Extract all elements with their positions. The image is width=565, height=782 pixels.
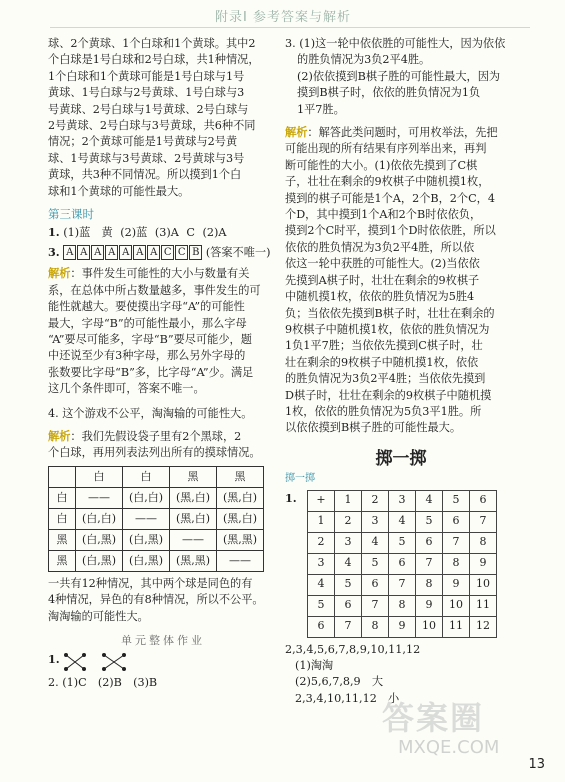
text-line: 球和1个黄球的可能性最大。 — [48, 184, 190, 198]
text-line: 1平7胜。 — [297, 102, 345, 116]
table-cell: 3 — [335, 532, 362, 553]
watermark-logo: 答案圈 — [382, 699, 485, 737]
text-line: ：事件发生可能性的大小与数量有关 — [70, 267, 250, 281]
answer-q3 — [48, 244, 278, 261]
table-cell: 8 — [443, 553, 470, 574]
answer-q1 — [48, 224, 278, 241]
table-cell: 2 — [335, 511, 362, 532]
table-cell: 白 — [49, 487, 76, 508]
answer-u2: 2. (1)C (2)B (3)B — [48, 676, 158, 690]
table-cell: 9 — [470, 553, 497, 574]
q-number: 1. — [48, 652, 60, 667]
table-cell: + — [308, 490, 335, 511]
table-cell: 7 — [470, 511, 497, 532]
letter-box: B — [189, 245, 202, 260]
analysis-1 — [48, 265, 278, 397]
table-cell: 9 — [416, 595, 443, 616]
sums-line: 2,3,4,5,6,7,8,9,10,11,12 — [285, 642, 421, 656]
text-line: 球、1号黄球与3号黄球、2号黄球与3号 — [48, 151, 245, 165]
table-cell: 7 — [335, 616, 362, 637]
text-line: 3. (1)这一轮中依依胜的可能性大，因为依依 — [285, 37, 506, 50]
text-line: 负；当依依先摸到B棋子时，壮壮在剩余的 — [285, 306, 495, 320]
table-cell: (白,黑) — [123, 529, 170, 550]
text-line: 号黄球、2号白球与1号黄球、2号白球与 — [48, 102, 249, 116]
table-cell: 6 — [416, 532, 443, 553]
table-cell: (黑,白) — [217, 487, 264, 508]
table-cell: 9 — [443, 574, 470, 595]
table-cell: 3 — [308, 553, 335, 574]
analysis-3 — [285, 124, 517, 437]
letter-boxes — [63, 245, 202, 260]
letter-box: C — [175, 245, 188, 260]
table-cell: 5 — [416, 511, 443, 532]
text-line: 的胜负情况为3负2平4胜；当依依先摸到 — [285, 372, 486, 386]
text-line: 张数要比字母“B”多，比字母“A”少。满足 — [48, 365, 254, 379]
text-line: 以依依摸到B棋子胜的可能性最大。 — [285, 421, 462, 435]
table-row — [308, 532, 497, 553]
q-number: 1. — [48, 225, 60, 240]
table-row — [308, 574, 497, 595]
section-heading: 第三课时 — [48, 207, 94, 222]
text-line: 9枚棋子中随机摸1枚，依依的胜负情况为 — [285, 322, 490, 336]
table-cell: 2 — [362, 490, 389, 511]
sub-heading: 掷一掷 — [285, 473, 315, 485]
text-line: 摸到的棋子可能是1个A，2个B，2个C，4 — [285, 191, 495, 205]
text-line: 淘淘输的可能性大。 — [48, 609, 149, 623]
letter-box: A — [119, 245, 132, 260]
table-row — [308, 595, 497, 616]
table-cell: 4 — [362, 532, 389, 553]
table-cell: 8 — [389, 595, 416, 616]
table-cell: 4 — [389, 511, 416, 532]
table-cell: 5 — [362, 553, 389, 574]
table-cell: 7 — [362, 595, 389, 616]
table-conclusion — [48, 576, 278, 625]
table-cell: 11 — [470, 595, 497, 616]
text-line: ：我们先假设袋子里有2个黑球，2 — [70, 429, 242, 443]
table-cell: 10 — [470, 574, 497, 595]
text-line: 可能出现的所有结果有序列举出来，再判 — [285, 142, 487, 156]
table-cell: 10 — [443, 595, 470, 616]
text-line: 情况；2个黄球可能是1号黄球与2号黄 — [48, 135, 238, 149]
table-row — [49, 487, 264, 508]
answer-part: (1)蓝 黄 — [63, 226, 113, 240]
answer-part: (2)5,6,7,8,9 大 — [295, 675, 384, 689]
table-cell: 6 — [362, 574, 389, 595]
answer-part: (3)A — [154, 226, 179, 240]
text-line: 个D，其中摸到1个A和2个B时依依负， — [285, 208, 482, 222]
left-column — [48, 36, 278, 692]
table-cell: 12 — [470, 616, 497, 637]
text-line — [285, 124, 517, 141]
table-cell: 8 — [362, 616, 389, 637]
table-cell: —— — [76, 487, 123, 508]
table-cell: (白,白) — [123, 487, 170, 508]
page-number: 13 — [528, 757, 545, 772]
letter-box: C — [161, 245, 174, 260]
text-line: 4种情况，异色的有8种情况，所以不公平。 — [48, 593, 264, 607]
watermark-url: MXQE.COM — [398, 737, 500, 758]
text-line: 黄球，共3种不同情况。所以摸到1个白 — [48, 168, 242, 182]
answer-part: (2)蓝 — [120, 226, 148, 240]
table-cell: 1 — [308, 511, 335, 532]
table-cell: 黑 — [170, 466, 217, 487]
q-number: 1. — [285, 490, 297, 505]
table-cell: 6 — [443, 511, 470, 532]
letter-box: A — [147, 245, 160, 260]
table-row — [49, 508, 264, 529]
table-cell: —— — [123, 508, 170, 529]
matching-lines-icon — [62, 651, 134, 673]
table-cell: (白,白) — [76, 508, 123, 529]
table-cell: —— — [217, 550, 264, 571]
table-row — [308, 511, 497, 532]
table-cell: (黑,白) — [217, 508, 264, 529]
table-cell: (白,黑) — [76, 529, 123, 550]
text-line: 中随机摸1枚，依依的胜负情况为5胜4 — [285, 290, 475, 304]
header-text: 附录Ⅰ 参考答案与解析 — [215, 10, 351, 25]
table-cell: 4 — [416, 490, 443, 511]
text-line: 1枚，依依的胜负情况为5负3平1胜。所 — [285, 404, 482, 418]
table-cell: 3 — [389, 490, 416, 511]
table-cell: 1 — [335, 490, 362, 511]
table-cell: (黑,黑) — [217, 529, 264, 550]
table-cell: 9 — [389, 616, 416, 637]
table-header-row — [308, 490, 497, 511]
text-line: 1个白球和1个黄球可能是1号白球与1号 — [48, 69, 245, 83]
table-cell: 5 — [443, 490, 470, 511]
text-line: 依这一轮中获胜的可能性大。(2)当依依 — [285, 257, 480, 271]
text-line: 依依的胜负情况为3负2平4胜，所以依 — [285, 240, 475, 254]
table-cell: 4 — [308, 574, 335, 595]
table-cell: 黑 — [217, 466, 264, 487]
table-cell: 8 — [470, 532, 497, 553]
table-header-row — [49, 466, 264, 487]
table-cell: 4 — [335, 553, 362, 574]
table-cell: 5 — [335, 574, 362, 595]
table-row — [308, 616, 497, 637]
table-cell: 白 — [49, 508, 76, 529]
table-cell: (黑,白) — [170, 487, 217, 508]
text-line: 子，壮壮在剩余的9枚棋子中随机摸1枚， — [285, 175, 490, 189]
text-line: ：解答此类问题时，可用枚举法，先把 — [307, 126, 498, 140]
table-cell: (黑,黑) — [170, 550, 217, 571]
analysis-2 — [48, 428, 278, 462]
text-line: “A”要尽可能多，字母“B”要尽可能少，题 — [48, 332, 252, 346]
answer-note: (答案不唯一) — [205, 245, 271, 259]
text-line: 1负1平7胜；当依依先摸到C棋子时，壮 — [285, 339, 483, 353]
answer-dice — [285, 490, 517, 638]
q-number: 3. — [48, 244, 60, 259]
letter-box: A — [91, 245, 104, 260]
table-cell: 7 — [389, 574, 416, 595]
analysis-label: 解析 — [285, 125, 308, 140]
text-line: 2号黄球、2号白球与3号黄球，共6种不同 — [48, 119, 256, 133]
answer-q3-right — [285, 36, 517, 118]
table-cell: 2 — [308, 532, 335, 553]
text-line: 的胜负情况为3负2平4胜。 — [297, 53, 431, 67]
table-cell: (白,黑) — [123, 550, 170, 571]
letter-box: A — [63, 245, 76, 260]
text-line: 球、2个黄球、1个白球和1个黄球。其中2 — [48, 37, 256, 50]
text-line: 系，在总体中所占数量越多，事件发生的可 — [48, 283, 261, 297]
table-cell: 7 — [443, 532, 470, 553]
text-line: 个白球，再用列表法列出所有的摸球情况。 — [48, 446, 261, 460]
table-cell: —— — [170, 529, 217, 550]
table-cell: 白 — [123, 466, 170, 487]
text-line: D棋子时，壮壮在剩余的9枚棋子中随机摸 — [285, 388, 492, 402]
page-header — [0, 0, 565, 30]
text-line: 一共有12种情况，其中两个球是同色的有 — [48, 576, 253, 590]
text-line: 中还说至少有3种字母，那么另外字母的 — [48, 349, 246, 363]
analysis-label: 解析 — [48, 266, 71, 281]
text-line: 摸到B棋子时，依依的胜负情况为1负 — [297, 86, 481, 100]
table-cell — [49, 466, 76, 487]
answer-part: (2)A — [202, 226, 227, 240]
outcome-table — [48, 466, 264, 572]
table-row — [49, 550, 264, 571]
section-title: 掷一掷 — [375, 448, 427, 469]
text-line: 摸到2个C时平，摸到1个D时依依胜，所以 — [285, 224, 496, 238]
answer-part: (1)淘淘 — [295, 658, 334, 672]
text-line: (2)依依摸到B棋子胜的可能性最大，因为 — [297, 69, 501, 83]
text-line — [48, 428, 278, 445]
table-cell: (黑,白) — [170, 508, 217, 529]
table-cell: 黑 — [49, 550, 76, 571]
text-line: 这几个条件即可，答案不唯一。 — [48, 382, 205, 396]
table-cell: 6 — [308, 616, 335, 637]
analysis-label: 解析 — [48, 428, 71, 443]
right-column — [285, 36, 517, 707]
text-line: 能性就越大。要使摸出字母“A”的可能性 — [48, 300, 245, 314]
table-row — [49, 529, 264, 550]
text-line: 先摸到A棋子时，壮壮在剩余的9枚棋子 — [285, 273, 480, 287]
text-line — [48, 265, 278, 282]
table-cell: 6 — [470, 490, 497, 511]
table-cell: 7 — [416, 553, 443, 574]
table-row — [308, 553, 497, 574]
table-cell: 10 — [416, 616, 443, 637]
table-cell: 黑 — [49, 529, 76, 550]
table-cell: (白,黑) — [76, 550, 123, 571]
table-cell: 6 — [389, 553, 416, 574]
unit-title: 单元整体作业 — [121, 633, 205, 647]
table-cell: 5 — [389, 532, 416, 553]
table-cell: 5 — [308, 595, 335, 616]
letter-box: A — [77, 245, 90, 260]
table-cell: 11 — [443, 616, 470, 637]
table-cell: 白 — [76, 466, 123, 487]
text-line: 壮在剩余的9枚棋子中随机摸1枚，依依 — [285, 355, 479, 369]
text-line: 黄球、1号白球与2号黄球、1号白球与3 — [48, 86, 245, 100]
table-cell: 6 — [335, 595, 362, 616]
header-divider — [50, 27, 530, 28]
answer-u1 — [48, 651, 278, 675]
letter-box: A — [105, 245, 118, 260]
letter-box: A — [133, 245, 146, 260]
text-line: 最大，字母“B”的可能性最小，那么字母 — [48, 316, 247, 330]
table-cell: 8 — [416, 574, 443, 595]
table-cell: 3 — [362, 511, 389, 532]
answer-part: C — [186, 226, 195, 240]
answer-part: 2,3,4,10,11,12 小 — [295, 691, 400, 705]
dice-sum-table — [307, 490, 497, 638]
text-line: 个白球是1号白球和2号白球，共1种情况， — [48, 53, 260, 67]
left-para-1 — [48, 36, 278, 200]
text-line: 断可能性的大小。(1)依依先摸到了C棋 — [285, 158, 478, 172]
answer-q4: 4. 这个游戏不公平，淘淘输的可能性大。 — [48, 406, 253, 420]
